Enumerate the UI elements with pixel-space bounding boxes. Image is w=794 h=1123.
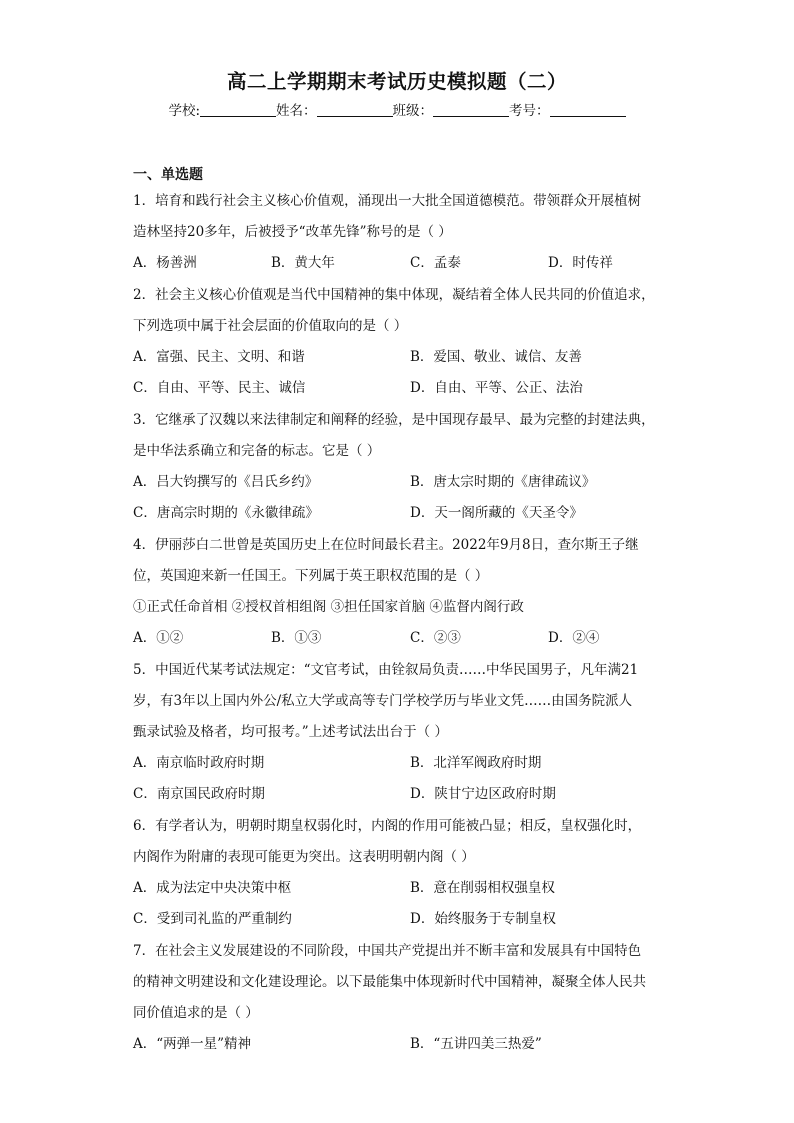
question-3-option-b: B．唐太宗时期的《唐律疏议》 <box>410 474 596 490</box>
question-1-option-b: B．黄大年 <box>271 255 335 271</box>
question-7-line-2: 的精神文明建设和文化建设理论。以下最能集中体现新时代中国精神，凝聚全体人民共 <box>133 974 646 990</box>
exam-number-label: 考号： <box>509 103 550 119</box>
question-4-option-d: D．②④ <box>548 630 600 646</box>
question-6-option-b: B．意在削弱相权强皇权 <box>410 880 555 896</box>
student-info-line <box>0 101 794 121</box>
question-1-line-2: 造林坚持20多年，后被授予“改革先锋”称号的是（ ） <box>133 224 452 240</box>
question-1-option-a: A．杨善洲 <box>133 255 197 271</box>
question-2-option-c: C．自由、平等、民主、诚信 <box>133 380 306 396</box>
question-6-option-c: C．受到司礼监的严重制约 <box>133 911 292 927</box>
question-5-option-a: A．南京临时政府时期 <box>133 755 265 771</box>
school-label: 学校: <box>168 103 201 119</box>
name-label: 姓名： <box>276 103 317 119</box>
section-title: 一、单选题 <box>133 167 203 183</box>
question-5-line-3: 甄录试验及格者，均可报考。”上述考试法出台于（ ） <box>133 724 448 740</box>
question-2-line-1: 2．社会主义核心价值观是当代中国精神的集中体现，凝结着全体人民共同的价值追求， <box>133 287 655 303</box>
question-2-option-a: A．富强、民主、文明、和谐 <box>133 349 305 365</box>
question-5-option-d: D．陕甘宁边区政府时期 <box>410 786 556 802</box>
class-blank <box>433 103 509 117</box>
question-3-line-1: 3．它继承了汉魏以来法律制定和阐释的经验，是中国现存最早、最为完整的封建法典， <box>133 412 655 428</box>
question-6-option-d: D．始终服务于专制皇权 <box>410 911 556 927</box>
class-label: 班级： <box>392 103 434 119</box>
question-3-option-c: C．唐高宗时期的《永徽律疏》 <box>133 505 319 521</box>
question-1-line-1: 1．培育和践行社会主义核心价值观，涌现出一大批全国道德模范。带领群众开展植树 <box>133 193 642 209</box>
question-4-option-a: A．①② <box>133 630 184 646</box>
question-7-option-a: A．“两弹一星”精神 <box>133 1036 252 1052</box>
question-5-option-b: B．北洋军阀政府时期 <box>410 755 542 771</box>
question-7-line-1: 7．在社会主义发展建设的不同阶段，中国共产党提出并不断丰富和发展具有中国特色 <box>133 943 642 959</box>
question-6-line-1: 6．有学者认为，明朝时期皇权弱化时，内阁的作用可能被凸显；相反，皇权强化时， <box>133 818 642 834</box>
question-6-line-2: 内阁作为附庸的表现可能更为突出。这表明明朝内阁（ ） <box>133 849 475 865</box>
question-4-line-1: 4．伊丽莎白二世曾是英国历史上在位时间最长君主。2022年9月8日，查尔斯王子继 <box>133 537 639 553</box>
question-7-line-3: 同价值追求的是（ ） <box>133 1005 259 1021</box>
question-5-line-1: 5．中国近代某考试法规定：“文官考试，由铨叙局负责……中华民国男子，凡年满21 <box>133 662 639 678</box>
question-3-option-a: A．吕大钧撰写的《吕氏乡约》 <box>133 474 319 490</box>
question-4-option-c: C．②③ <box>410 630 461 646</box>
question-7-option-b: B．“五讲四美三热爱” <box>410 1036 542 1052</box>
question-1-option-c: C．孟泰 <box>410 255 461 271</box>
question-4-statements: ①正式任命首相 ②授权首相组阁 ③担任国家首脑 ④监督内阁行政 <box>133 599 524 615</box>
question-5-option-c: C．南京国民政府时期 <box>133 786 265 802</box>
exam-title: 高二上学期期末考试历史模拟题（二） <box>226 70 567 93</box>
question-2-option-b: B．爱国、敬业、诚信、友善 <box>410 349 582 365</box>
question-2-option-d: D．自由、平等、公正、法治 <box>410 380 583 396</box>
question-4-option-b: B．①③ <box>271 630 322 646</box>
school-blank <box>200 103 276 117</box>
name-blank <box>317 103 393 117</box>
question-5-line-2: 岁，有3年以上国内外公/私立大学或高等专门学校学历与毕业文凭……由国务院派人 <box>133 693 633 709</box>
question-6-option-a: A．成为法定中央决策中枢 <box>133 880 292 896</box>
question-2-line-2: 下列选项中属于社会层面的价值取向的是（ ） <box>133 318 408 334</box>
question-3-line-2: 是中华法系确立和完备的标志。它是（ ） <box>133 443 381 459</box>
question-1-option-d: D．时传祥 <box>548 255 613 271</box>
exam-number-blank <box>550 103 626 117</box>
question-4-line-2: 位，英国迎来新一任国王。下列属于英王职权范围的是（ ） <box>133 568 489 584</box>
question-3-option-d: D．天一阁所藏的《天圣令》 <box>410 505 583 521</box>
